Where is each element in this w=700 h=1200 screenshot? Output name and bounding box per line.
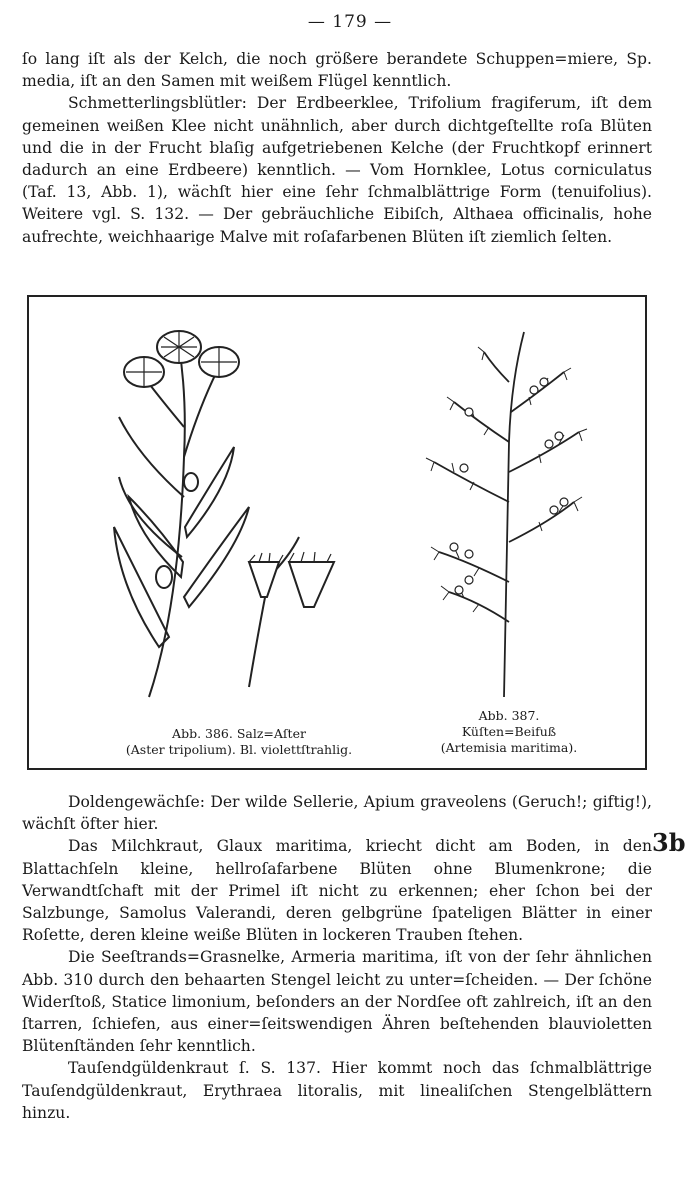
caption-line: (Aster tripolium). Bl. violettſtrahlig.	[125, 742, 353, 757]
side-mark: 3b	[652, 828, 686, 857]
caption-line: Abb. 387.	[478, 708, 540, 723]
caption-line: Küſten=Beifuß	[461, 724, 557, 739]
paragraph: ſo lang iſt als der Kelch, die noch größere berandete Schuppen=miere, Sp. media, iſt an den Samen mit weißem Flügel kenntlich.	[22, 50, 652, 91]
paragraph: Das Milchkraut, Glaux maritima, kriecht dicht am Boden, in den Blattachſeln kleine, hellroſafarbene Blüten ohne Blumenkrone; die Verwandtſchaft mit der Primel iſt nicht zu erkennen; eher ſchon bei der Salzbunge, Samolus Valerandi, deren gelbgrüne ſpateligen Blätter in einer Roſette, deren kleine weiße Blüten in lockeren Trauben ſtehen.	[22, 837, 652, 945]
paragraph: Die Seeſtrands=Grasnelke, Armeria maritima, iſt von der ſehr ähnlichen Abb. 310 durch den behaarten Stengel leicht zu unter=ſcheiden. — Der ſchöne Widerſtoß, Statice limonium, beſonders an der Nordſee oft zahlreich, iſt an den ſtarren, ſchiefen, aus einer=ſeitswendigen Ähren beſtehenden blauvioletten Blütenſtänden ſehr kenntlich.	[22, 948, 652, 1056]
paragraph: Doldengewächſe: Der wilde Sellerie, Apium graveolens (Geruch!; giftig!), wächſt öfter hier.	[22, 793, 652, 834]
caption-line: Abb. 386. Salz=Aſter	[172, 726, 306, 741]
figure-frame	[27, 295, 647, 770]
page-number: — 179 —	[307, 12, 393, 32]
caption-line: (Artemisia maritima).	[440, 740, 578, 755]
artemisia-maritima-illustration	[409, 322, 599, 702]
bottom-text-block	[22, 791, 652, 1124]
figure-caption-right	[409, 708, 609, 756]
figure-caption-left	[89, 726, 389, 758]
aster-tripolium-illustration	[99, 307, 379, 707]
top-text-block	[22, 48, 652, 248]
paragraph: Schmetterlingsblütler: Der Erdbeerklee, Trifolium fragiferum, iſt dem gemeinen weißen Klee nicht unähnlich, aber durch dichtgeſtellte roſa Blüten und die in der Frucht blaſig aufgetriebenen Kelche (der Fruchtkopf erinnert dadurch an eine Erdbeere) kenntlich. — Vom Hornklee, Lotus corniculatus (Taf. 13, Abb. 1), wächſt hier eine ſehr ſchmalblättrige Form (tenuifolius). Weitere vgl. S. 132. — Der gebräuchliche Eibiſch, Althaea officinalis, hohe aufrechte, weichhaarige Malve mit roſafarbenen Blüten iſt ziemlich ſelten.	[22, 94, 652, 246]
paragraph: Tauſendgüldenkraut ſ. S. 137. Hier kommt noch das ſchmalblättrige Tauſendgüldenkraut, Erythraea litoralis, mit linealiſchen Stengelblättern hinzu.	[22, 1059, 652, 1122]
